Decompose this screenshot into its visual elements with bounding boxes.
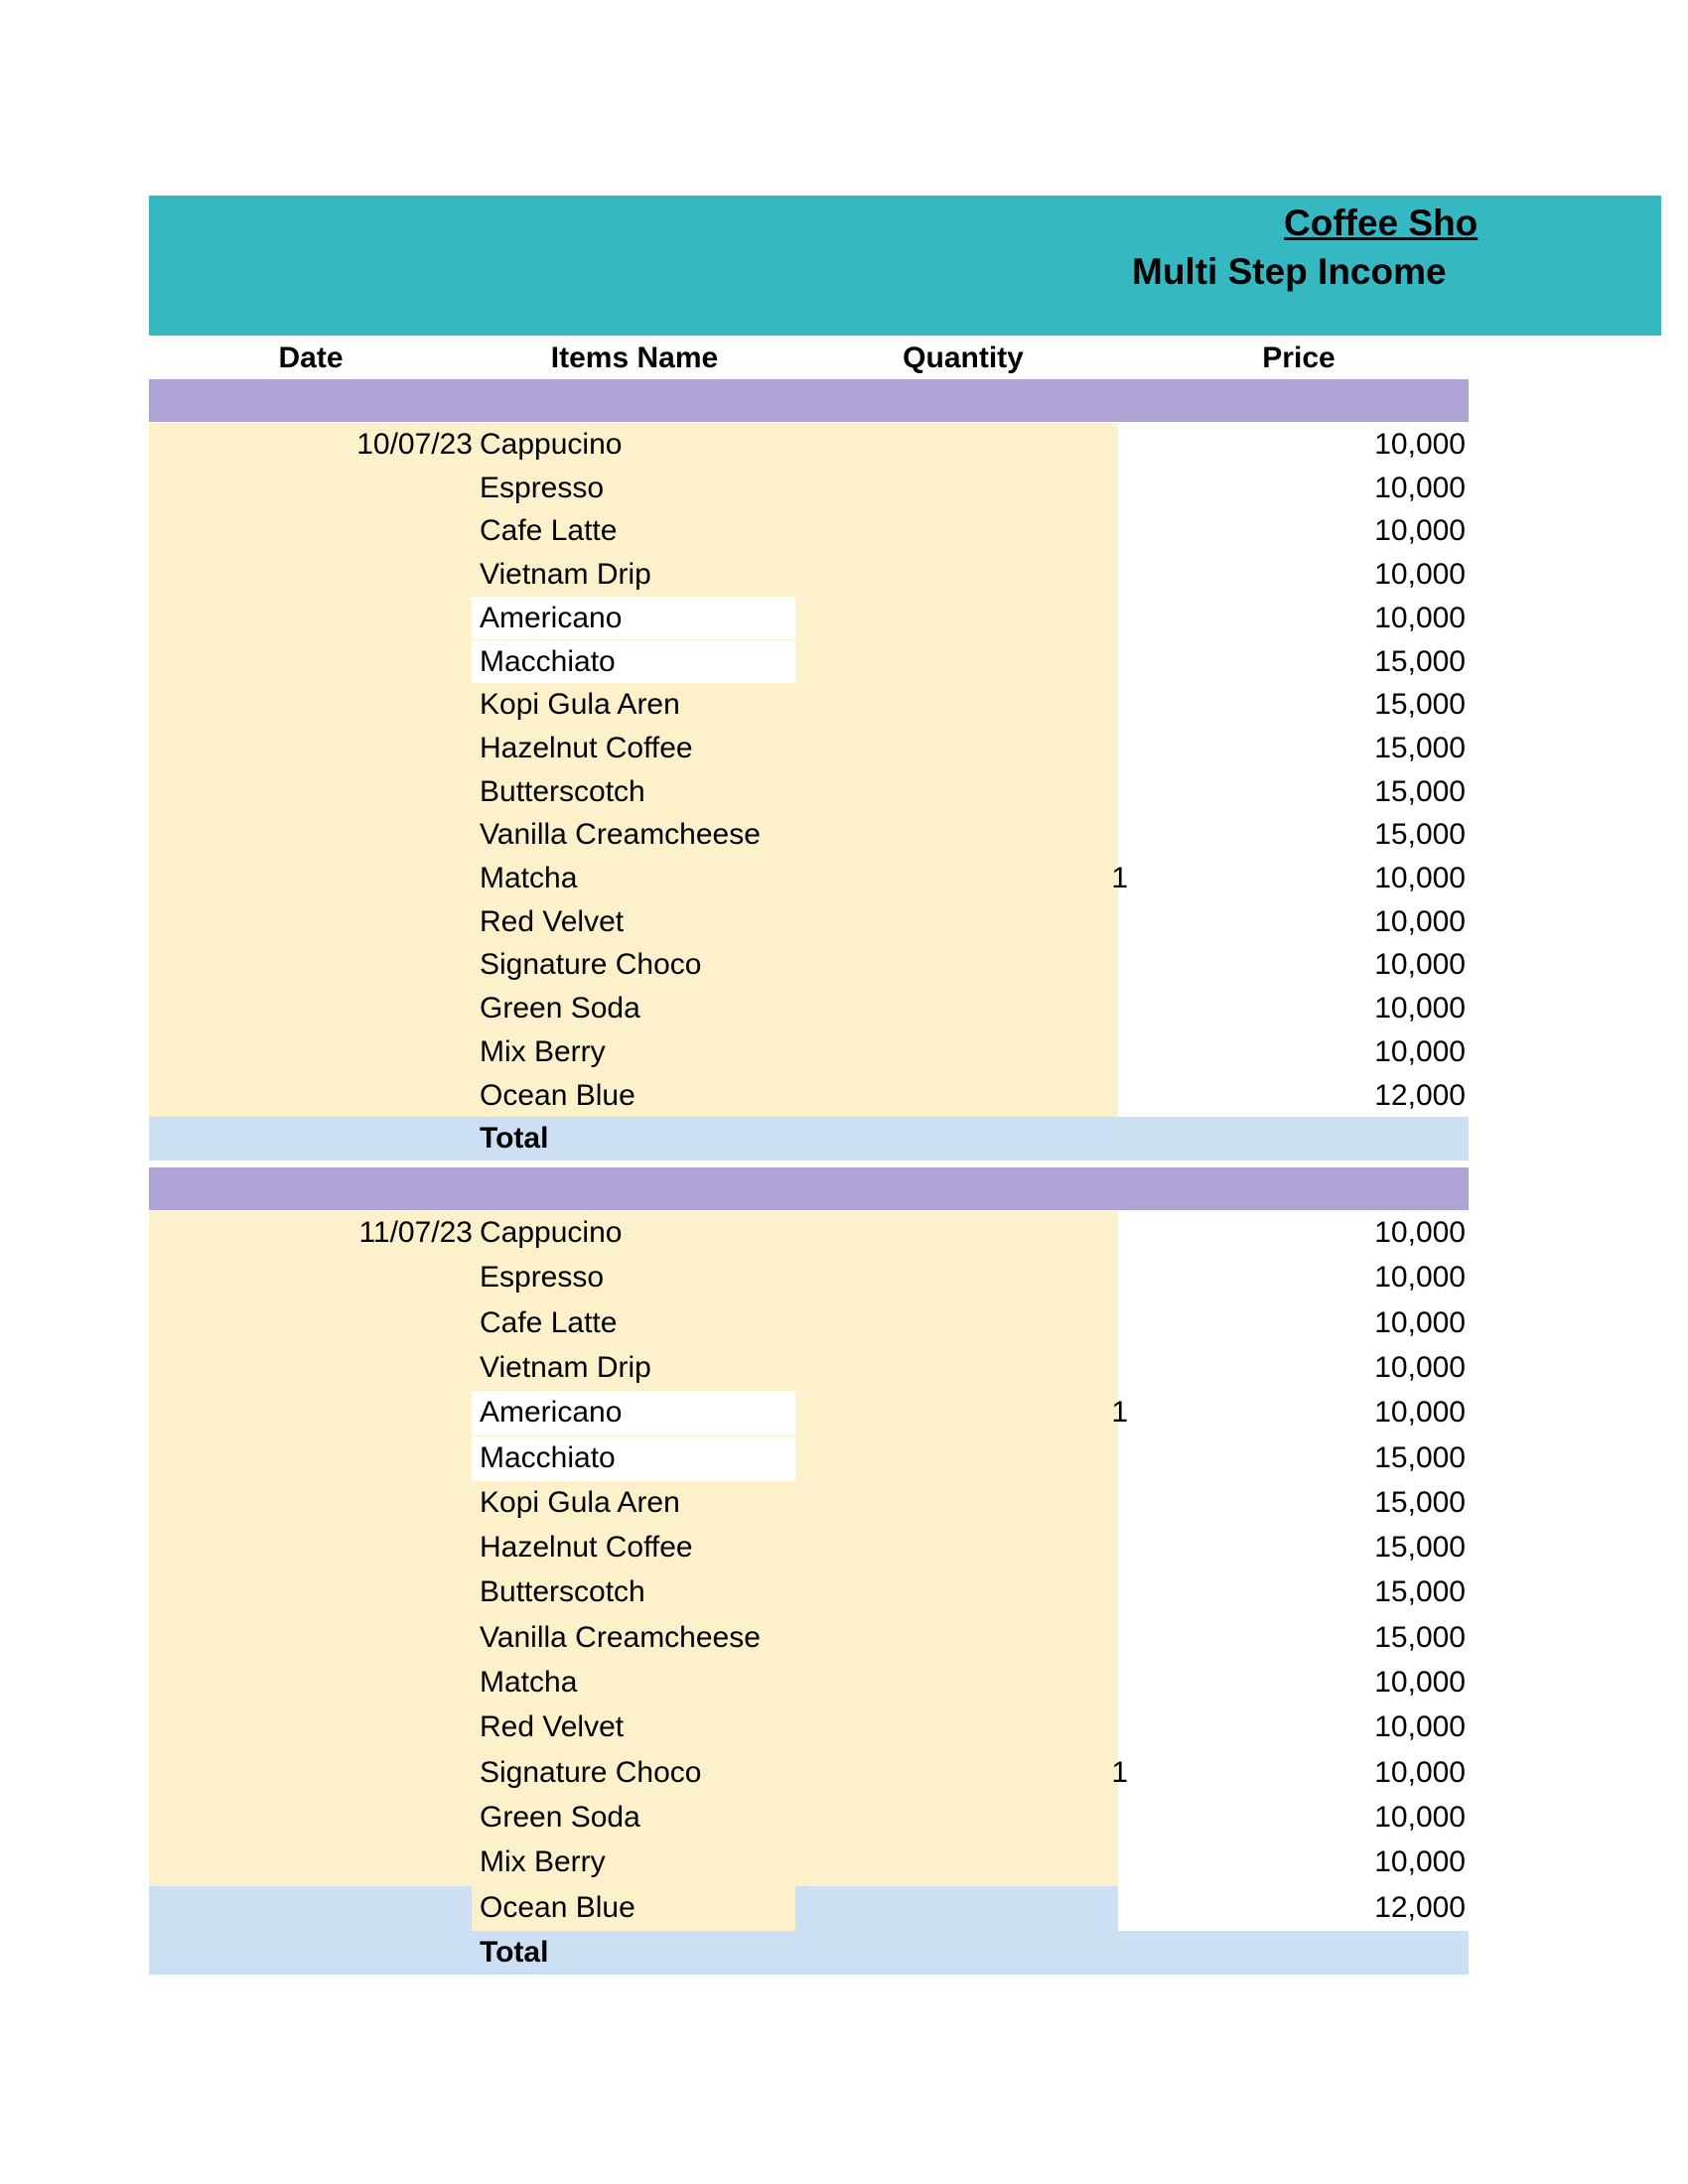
- item-name-cell[interactable]: Kopi Gula Aren: [480, 688, 680, 722]
- price-cell[interactable]: 10,000: [1374, 1755, 1466, 1789]
- quantity-cell[interactable]: [993, 770, 1128, 814]
- report-subtitle: Multi Step Income: [1132, 251, 1447, 292]
- quantity-cell[interactable]: 1: [1111, 862, 1128, 894]
- price-cell[interactable]: 15,000: [1374, 1485, 1466, 1519]
- item-name-cell[interactable]: Cappucino: [480, 428, 623, 461]
- price-cell[interactable]: 15,000: [1374, 1575, 1466, 1609]
- quantity-cell[interactable]: [993, 597, 1128, 640]
- quantity-cell[interactable]: [993, 1436, 1128, 1480]
- price-cell[interactable]: 10,000: [1374, 471, 1466, 504]
- price-cell[interactable]: 10,000: [1374, 601, 1466, 634]
- price-cell[interactable]: 10,000: [1374, 1845, 1466, 1879]
- price-cell[interactable]: 15,000: [1374, 1440, 1466, 1474]
- column-header-date[interactable]: Date: [278, 341, 344, 374]
- quantity-cell[interactable]: [993, 640, 1128, 684]
- date-cell[interactable]: 10/07/23: [356, 428, 473, 461]
- price-cell[interactable]: 15,000: [1374, 1620, 1466, 1654]
- price-cell[interactable]: 12,000: [1374, 1890, 1466, 1924]
- quantity-cell[interactable]: [993, 943, 1128, 987]
- item-name-cell[interactable]: Hazelnut Coffee: [480, 1531, 693, 1565]
- total-row: [149, 1117, 1469, 1160]
- column-header-items-name[interactable]: Items Name: [550, 341, 719, 374]
- item-name-cell[interactable]: Macchiato: [480, 1440, 616, 1474]
- total-label: Total: [480, 1935, 549, 1969]
- price-cell[interactable]: 10,000: [1374, 1666, 1466, 1699]
- section-separator: [149, 379, 1469, 422]
- item-name-cell[interactable]: Green Soda: [480, 992, 640, 1025]
- column-header-quantity[interactable]: Quantity: [903, 341, 1024, 374]
- quantity-cell[interactable]: [993, 1886, 1128, 1930]
- price-cell[interactable]: 10,000: [1374, 992, 1466, 1025]
- item-name-cell[interactable]: Signature Choco: [480, 948, 702, 982]
- quantity-cell[interactable]: 1: [1111, 1396, 1128, 1430]
- price-cell[interactable]: 15,000: [1374, 731, 1466, 764]
- item-name-cell[interactable]: Americano: [480, 1396, 623, 1430]
- quantity-cell[interactable]: [993, 1841, 1128, 1884]
- column-header-price[interactable]: Price: [1262, 341, 1336, 374]
- quantity-cell[interactable]: [993, 1211, 1128, 1255]
- item-name-cell[interactable]: Mix Berry: [480, 1845, 606, 1879]
- price-cell[interactable]: 15,000: [1374, 774, 1466, 808]
- price-cell[interactable]: 12,000: [1374, 1078, 1466, 1112]
- total-row: [149, 1931, 1469, 1975]
- quantity-cell[interactable]: [993, 1301, 1128, 1345]
- price-cell[interactable]: 10,000: [1374, 1034, 1466, 1068]
- price-cell[interactable]: 10,000: [1374, 514, 1466, 548]
- item-name-cell[interactable]: Butterscotch: [480, 1575, 645, 1609]
- item-name-cell[interactable]: Vanilla Creamcheese: [480, 1620, 761, 1654]
- price-cell[interactable]: 15,000: [1374, 1531, 1466, 1565]
- item-name-cell[interactable]: Vietnam Drip: [480, 1350, 651, 1384]
- report-header: [149, 196, 1661, 336]
- price-cell[interactable]: 10,000: [1374, 558, 1466, 592]
- item-name-cell[interactable]: Matcha: [480, 862, 578, 894]
- price-cell[interactable]: 10,000: [1374, 862, 1466, 894]
- item-name-cell[interactable]: Red Velvet: [480, 904, 625, 938]
- row-highlight: [149, 1886, 472, 1931]
- item-name-cell[interactable]: Ocean Blue: [480, 1890, 635, 1924]
- item-name-cell[interactable]: Cafe Latte: [480, 1305, 618, 1339]
- item-name-cell[interactable]: Mix Berry: [480, 1034, 606, 1068]
- section-separator: [149, 1167, 1469, 1210]
- item-name-cell[interactable]: Cafe Latte: [480, 514, 618, 548]
- price-cell[interactable]: 10,000: [1374, 1350, 1466, 1384]
- item-name-cell[interactable]: Hazelnut Coffee: [480, 731, 693, 764]
- date-cell[interactable]: 11/07/23: [358, 1216, 473, 1249]
- price-cell[interactable]: 10,000: [1374, 1261, 1466, 1295]
- quantity-cell[interactable]: [993, 553, 1128, 597]
- quantity-cell[interactable]: [993, 1570, 1128, 1614]
- price-cell[interactable]: 10,000: [1374, 1710, 1466, 1744]
- quantity-cell[interactable]: [993, 467, 1128, 510]
- quantity-cell[interactable]: [993, 509, 1128, 553]
- quantity-cell[interactable]: [993, 813, 1128, 857]
- quantity-cell[interactable]: [993, 1256, 1128, 1299]
- quantity-cell[interactable]: [993, 423, 1128, 467]
- quantity-cell[interactable]: [993, 1074, 1128, 1118]
- price-cell[interactable]: 10,000: [1374, 948, 1466, 982]
- quantity-cell[interactable]: [993, 1526, 1128, 1570]
- price-cell[interactable]: 15,000: [1374, 688, 1466, 722]
- price-cell[interactable]: 10,000: [1374, 428, 1466, 461]
- price-cell[interactable]: 10,000: [1374, 1216, 1466, 1249]
- quantity-cell[interactable]: [993, 1706, 1128, 1749]
- item-name-cell[interactable]: Butterscotch: [480, 774, 645, 808]
- quantity-cell[interactable]: [993, 727, 1128, 770]
- item-name-cell[interactable]: Vietnam Drip: [480, 558, 651, 592]
- item-name-cell[interactable]: Macchiato: [480, 644, 616, 678]
- price-cell[interactable]: 10,000: [1374, 1305, 1466, 1339]
- item-name-cell[interactable]: Espresso: [480, 471, 605, 504]
- price-cell[interactable]: 15,000: [1374, 818, 1466, 852]
- item-name-cell[interactable]: Ocean Blue: [480, 1078, 635, 1112]
- quantity-cell[interactable]: [993, 683, 1128, 727]
- item-name-cell[interactable]: Espresso: [480, 1261, 605, 1295]
- item-name-cell[interactable]: Green Soda: [480, 1800, 640, 1834]
- total-label: Total: [480, 1122, 549, 1156]
- price-cell[interactable]: 10,000: [1374, 904, 1466, 938]
- item-name-cell[interactable]: Americano: [480, 601, 623, 634]
- item-name-cell[interactable]: Red Velvet: [480, 1710, 625, 1744]
- quantity-cell[interactable]: [993, 1796, 1128, 1840]
- item-name-cell[interactable]: Vanilla Creamcheese: [480, 818, 761, 852]
- quantity-cell[interactable]: 1: [1111, 1755, 1128, 1789]
- item-name-cell[interactable]: Cappucino: [480, 1216, 623, 1249]
- price-cell[interactable]: 15,000: [1374, 644, 1466, 678]
- item-name-cell[interactable]: Matcha: [480, 1666, 578, 1699]
- quantity-cell[interactable]: [993, 1481, 1128, 1525]
- quantity-cell[interactable]: [993, 1346, 1128, 1390]
- item-name-cell[interactable]: Signature Choco: [480, 1755, 702, 1789]
- quantity-cell[interactable]: [993, 900, 1128, 944]
- quantity-cell[interactable]: [993, 1616, 1128, 1660]
- report-title: Coffee Sho: [1284, 203, 1478, 243]
- quantity-cell[interactable]: [993, 987, 1128, 1030]
- price-cell[interactable]: 10,000: [1374, 1800, 1466, 1834]
- quantity-cell[interactable]: [993, 1030, 1128, 1074]
- quantity-cell[interactable]: [993, 1661, 1128, 1705]
- item-name-cell[interactable]: Kopi Gula Aren: [480, 1485, 680, 1519]
- price-cell[interactable]: 10,000: [1374, 1396, 1466, 1430]
